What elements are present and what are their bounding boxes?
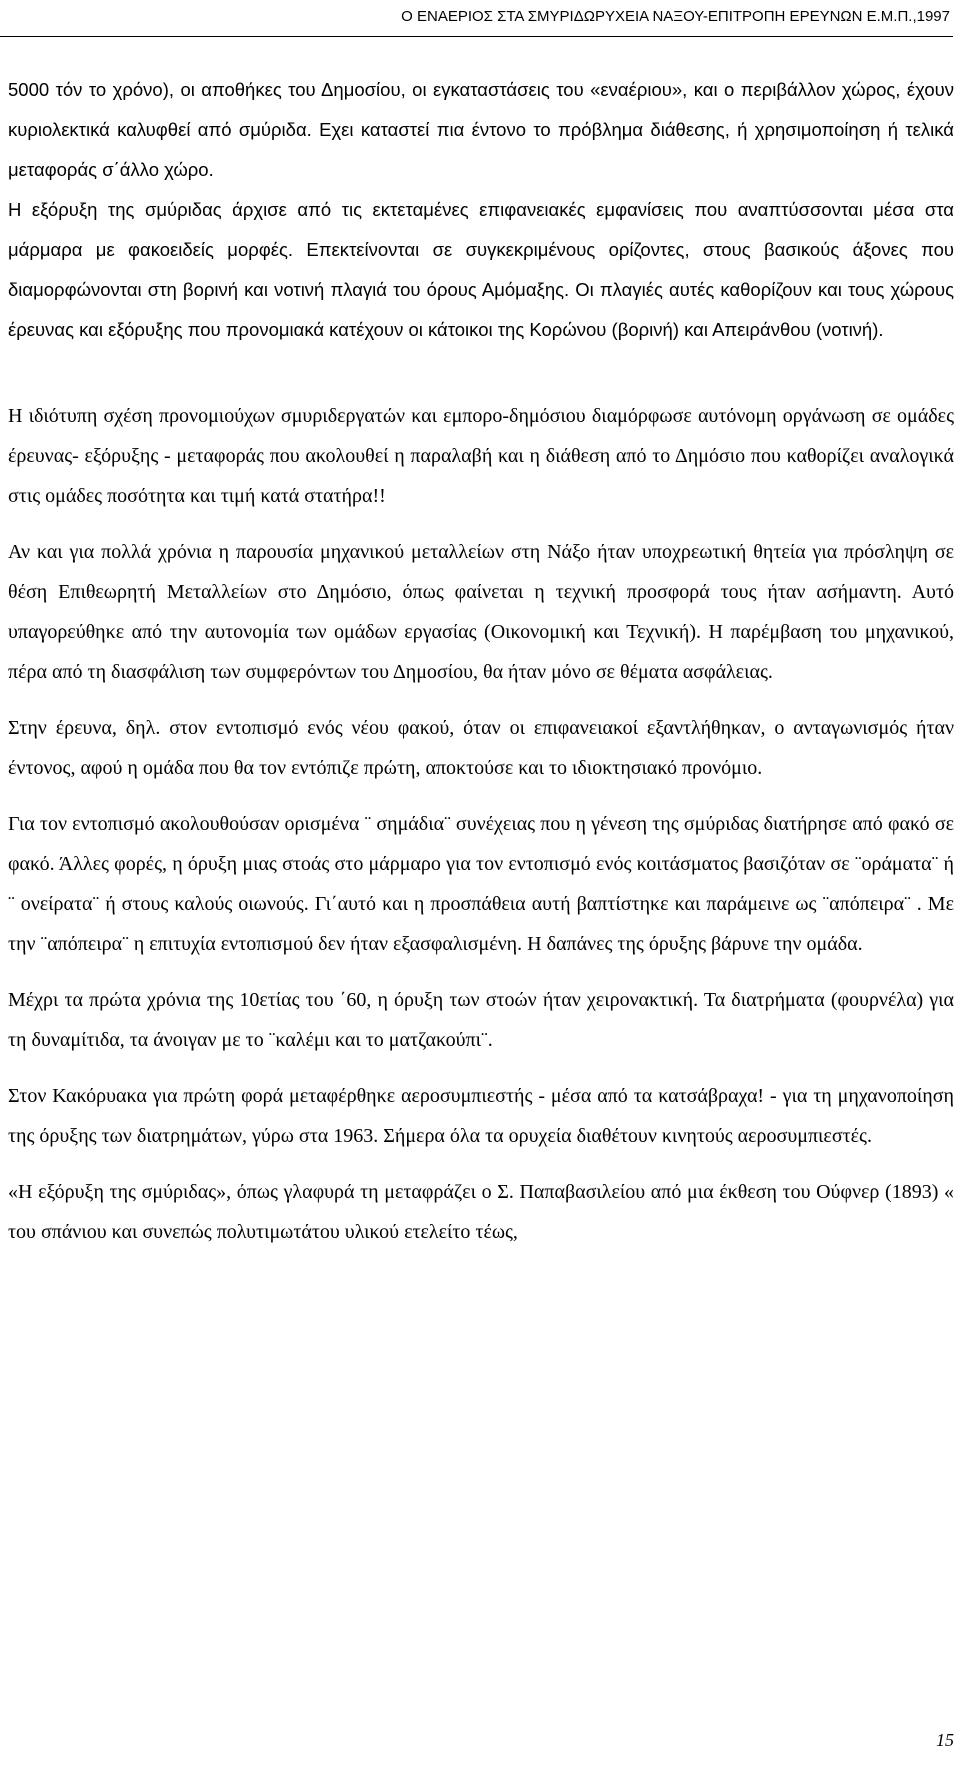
paragraph-7: Μέχρι τα πρώτα χρόνια της 10ετίας του ΄60, η όρυξη των στοών ήταν χειρονακτική. Τα διατρήματα (φουρνέλα) για τη δυναμίτιδα, τα άνοιγαν με το ¨καλέμι και το ματζακούπι¨. — [8, 989, 954, 1051]
running-header: Ο ΕΝΑΕΡΙΟΣ ΣΤΑ ΣΜΥΡΙΔΩΡΥΧΕΙΑ ΝΑΞΟΥ-ΕΠΙΤΡΟΠΗ ΕΡΕΥΝΩΝ Ε.Μ.Π.,1997 — [401, 8, 950, 25]
header-rule — [0, 36, 953, 37]
page-number: 15 — [936, 1730, 954, 1750]
paragraph-3: Η ιδιότυπη σχέση προνομιούχων σμυριδεργατών και εμπορο-δημόσιου διαμόρφωσε αυτόνομη οργάνωση σε ομάδες έρευνας- εξόρυξης - μεταφοράς που ακολουθεί η παραλαβή και η διάθεση από το Δημόσιο που καθορίζει αναλογικά στις ομάδες ποσότητα και τιμή κατά στατήρα!! — [8, 405, 954, 507]
spacer — [8, 1156, 954, 1172]
paragraph-1: 5000 τόν το χρόνο), οι αποθήκες του Δημοσίου, οι εγκαταστάσεις του «εναέριου», και ο περιβάλλον χώρος, έχουν κυριολεκτικά καλυφθεί από σμύριδα. Εχει καταστεί πια έντονο το πρόβλημα διάθεσης, ή χρησιμοποίηση ή τελικά μεταφοράς σ΄άλλο χώρο. — [8, 79, 954, 180]
paragraph-8: Στον Κακόρυακα για πρώτη φορά μεταφέρθηκε αεροσυμπιεστής - μέσα από τα κατσάβραχα! - για τη μηχανοποίηση της όρυξης των διατρημάτων, γύρω στα 1963. Σήμερα όλα τα ορυχεία διαθέτουν κινητούς αεροσυμπιεστές. — [8, 1085, 954, 1147]
document-body — [8, 70, 954, 1252]
spacer — [8, 692, 954, 708]
paragraph-9: «Η εξόρυξη της σμύριδας», όπως γλαφυρά τη μεταφράζει ο Σ. Παπαβασιλείου από μια έκθεση του Ούφνερ (1893) « του σπάνιου και συνεπώς πολυτιμωτάτου υλικού ετελείτο τέως, — [8, 1181, 954, 1243]
paragraph-2: Η εξόρυξη της σμύριδας άρχισε από τις εκτεταμένες επιφανειακές εμφανίσεις που αναπτύσσονται μέσα στα μάρμαρα με φακοειδείς μορφές. Επεκτείνονται σε συγκεκριμένους ορίζοντες, στους βασικούς άξονες που διαμορφώνονται στη βορινή και νοτινή πλαγιά του όρους Αμόμαξης. Οι πλαγιές αυτές καθορίζουν και τους χώρους έρευνας και εξόρυξης που προνομιακά κατέχουν οι κάτοικοι της Κορώνου (βορινή) και Απειράνθου (νοτινή). — [8, 199, 954, 340]
paragraph-5: Στην έρευνα, δηλ. στον εντοπισμό ενός νέου φακού, όταν οι επιφανειακοί εξαντλήθηκαν, ο ανταγωνισμός ήταν έντονος, αφού η ομάδα που θα τον εντόπιζε πρώτη, αποκτούσε και το ιδιοκτησιακό προνόμιο. — [8, 717, 954, 779]
spacer — [8, 964, 954, 980]
paragraph-4: Αν και για πολλά χρόνια η παρουσία μηχανικού μεταλλείων στη Νάξο ήταν υποχρεωτική θητεία για πρόσληψη σε θέση Επιθεωρητή Μεταλλείων στο Δημόσιο, όπως φαίνεται η τεχνική προσφορά τους ήταν ασήμαντη. Αυτό υπαγορεύθηκε από την αυτονομία των ομάδων εργασίας (Οικονομική και Τεχνική). Η παρέμβαση του μηχανικού, πέρα από τη διασφάλιση των συμφερόντων του Δημοσίου, θα ήταν μόνο σε θέματα ασφάλειας. — [8, 541, 954, 683]
spacer — [8, 1060, 954, 1076]
spacer — [8, 788, 954, 804]
paragraph-6: Για τον εντοπισμό ακολουθούσαν ορισμένα ¨ σημάδια¨ συνέχειας που η γένεση της σμύριδας διατήρησε από φακό σε φακό. Άλλες φορές, η όρυξη μιας στοάς στο μάρμαρο για τον εντοπισμό ενός κοιτάσματος βασιζόταν σε ¨οράματα¨ ή ¨ ονείρατα¨ ή στους καλούς οιωνούς. Γι΄αυτό και η προσπάθεια αυτή βαπτίστηκε και παράμεινε ως ¨απόπειρα¨ . Με την ¨απόπειρα¨ η επιτυχία εντοπισμού δεν ήταν εξασφαλισμένη. Η δαπάνες της όρυξης βάρυνε την ομάδα. — [8, 813, 954, 955]
spacer — [8, 350, 954, 396]
spacer — [8, 516, 954, 532]
